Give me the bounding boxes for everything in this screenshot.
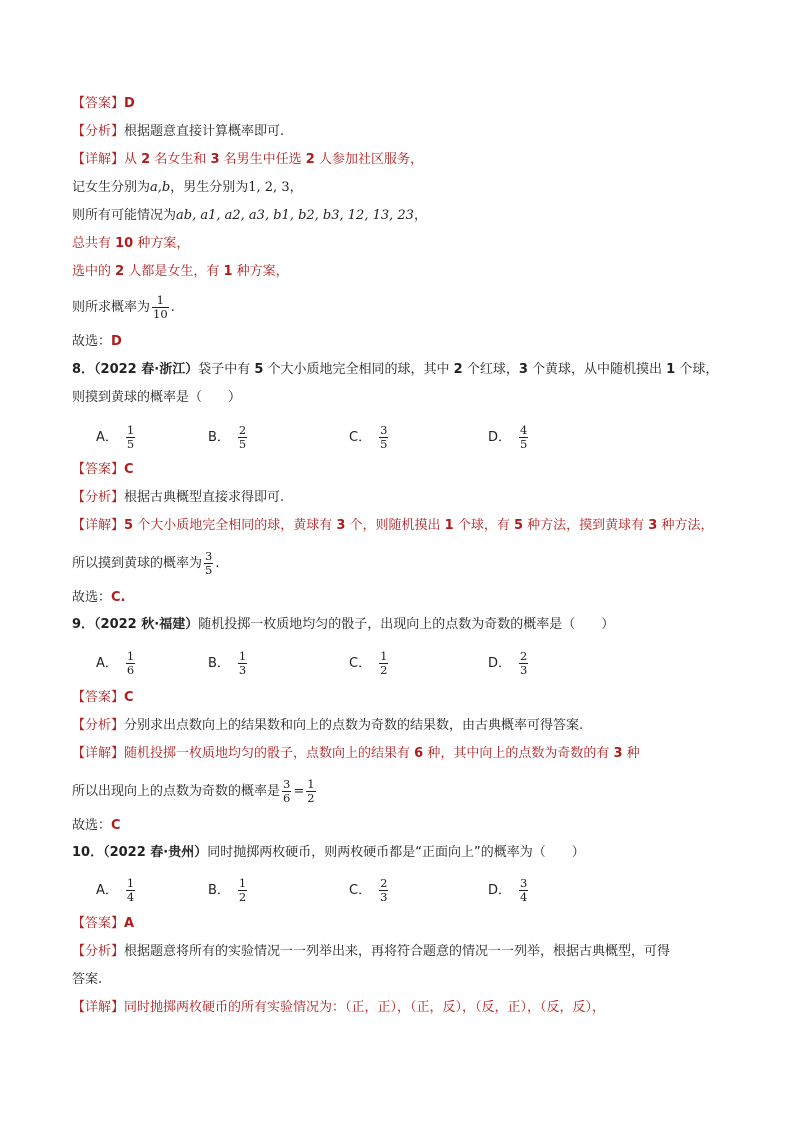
answer-value: C [124,690,134,705]
q10-option-a: A． $\frac{1}{4}$ [96,876,135,904]
q10-analysis-line-2: 答案. [72,972,103,987]
q10-answer-line [72,914,134,934]
detail-tag: 【详解】 [72,746,125,761]
analysis-text: 分别求出点数向上的结果数和向上的点数为奇数的结果数，由古典概率可得答案. [124,718,584,733]
answer-tag: 【答案】 [72,690,125,705]
question-number: 8． [72,362,95,377]
q9-stem-line: 9．（2022 秋·福建）随机投掷一枚质地均匀的骰子，出现向上的点数为奇数的概率是（ ） [72,617,615,632]
q9-option-d: D． $\frac{2}{3}$ [488,649,528,677]
question-number: 9． [72,617,95,632]
q9-option-c: C． $\frac{1}{2}$ [349,649,388,677]
question-source: （2022 春·浙江） [94,362,199,377]
q9-option-b: B． $\frac{1}{3}$ [208,649,247,677]
q8-option-c: C． $\frac{3}{5}$ [349,423,388,451]
q7-detail-line-5: 选中的 2 人都是女生，有 1 种方案， [72,264,289,279]
analysis-tag: 【分析】 [72,124,125,139]
q10-option-b: B． $\frac{1}{2}$ [208,876,247,904]
detail-tag: 【详解】 [72,1000,125,1015]
q9-option-a: A． $\frac{1}{6}$ [96,649,135,677]
q10-option-c: C． $\frac{2}{3}$ [349,876,388,904]
q9-answer-line [72,688,134,708]
q10-stem-line: 10．（2022 春·贵州）同时抛掷两枚硬币，则两枚硬币都是“正面向上”的概率为（ ） [72,845,585,860]
q8-option-a: A． $\frac{1}{5}$ [96,423,135,451]
q10-detail-line-1: 【详解】同时抛掷两枚硬币的所有实验情况为：（正，正），（正，反），（反，正），（反，反）， [72,1000,606,1015]
answer-tag: 【答案】 [72,462,125,477]
analysis-tag: 【分析】 [72,490,125,505]
q8-option-d: D． $\frac{4}{5}$ [488,423,528,451]
answer-tag: 【答案】 [72,916,125,931]
answer-tag: 【答案】 [72,96,125,111]
q8-choose-line: 故选：C. [72,590,126,605]
q9-choose-line: 故选：C [72,818,121,833]
q10-analysis-line-1 [72,942,670,962]
q7-analysis-line [72,122,284,142]
fraction: $\frac{1}{10}$ [153,293,168,321]
q8-option-b: B． $\frac{2}{5}$ [208,423,247,451]
q7-detail-line-1: 【详解】从 2 名女生和 3 名男生中任选 2 人参加社区服务， [72,152,423,167]
detail-tag: 【详解】 [72,518,125,533]
q8-stem-line-1: 8．（2022 春·浙江）袋子中有 5 个大小质地完全相同的球，其中 2 个红球，3 个黄球，从中随机摸出 1 个球， [72,362,719,377]
analysis-text: 根据题意直接计算概率即可. [124,124,285,139]
answer-value: A [124,916,135,931]
fraction: $\frac{1}{2}$ [307,777,315,805]
analysis-text: 根据古典概型直接求得即可. [124,490,285,505]
answer-value: C [124,462,134,477]
q7-answer-line [72,94,135,114]
analysis-tag: 【分析】 [72,944,125,959]
q10-option-d: D． $\frac{3}{4}$ [488,876,528,904]
q8-analysis-line [72,488,284,508]
analysis-tag: 【分析】 [72,718,125,733]
q9-analysis-line [72,716,583,736]
q7-detail-line-2: 记女生分别为a,b，男生分别为1, 2, 3， [72,180,303,195]
question-number: 10． [72,845,104,860]
fraction: $\frac{3}{6}$ [283,777,291,805]
question-source: （2022 秋·福建） [94,617,199,632]
answer-value: D [124,96,135,111]
q7-choose-line: 故选：D [72,334,122,349]
q8-stem-line-2: 则摸到黄球的概率是（ ） [72,390,242,405]
q8-detail-line-1: 【详解】5 个大小质地完全相同的球，黄球有 3 个，则随机摸出 1 个球，有 5 种方法，摸到黄球有 3 种方法， [72,518,714,533]
q9-detail-line-2: 所以出现向上的点数为奇数的概率是 $\frac{3}{6}$ = $\frac{1}{2}$ [72,777,315,805]
question-source: （2022 春·贵州） [103,845,208,860]
q8-detail-line-2: 所以摸到黄球的概率为 $\frac{3}{5}$ . [72,549,220,577]
q7-detail-line-6: 则所求概率为 $\frac{1}{10}$ . [72,293,175,321]
fraction: $\frac{3}{5}$ [205,549,213,577]
detail-tag: 【详解】 [72,152,125,167]
q7-detail-line-3: 则所有可能情况为ab, a1, a2, a3, b1, b2, b3, 12, 13, 23， [72,208,427,223]
analysis-text: 根据题意将所有的实验情况一一列举出来，再将符合题意的情况一一列举，根据古典概型，可得 [124,944,671,959]
q7-detail-line-4: 总共有 10 种方案， [72,236,190,251]
q9-detail-line-1: 【详解】随机投掷一枚质地均匀的骰子，点数向上的结果有 6 种，其中向上的点数为奇数的有 3 种 [72,746,640,761]
q8-answer-line [72,460,134,480]
